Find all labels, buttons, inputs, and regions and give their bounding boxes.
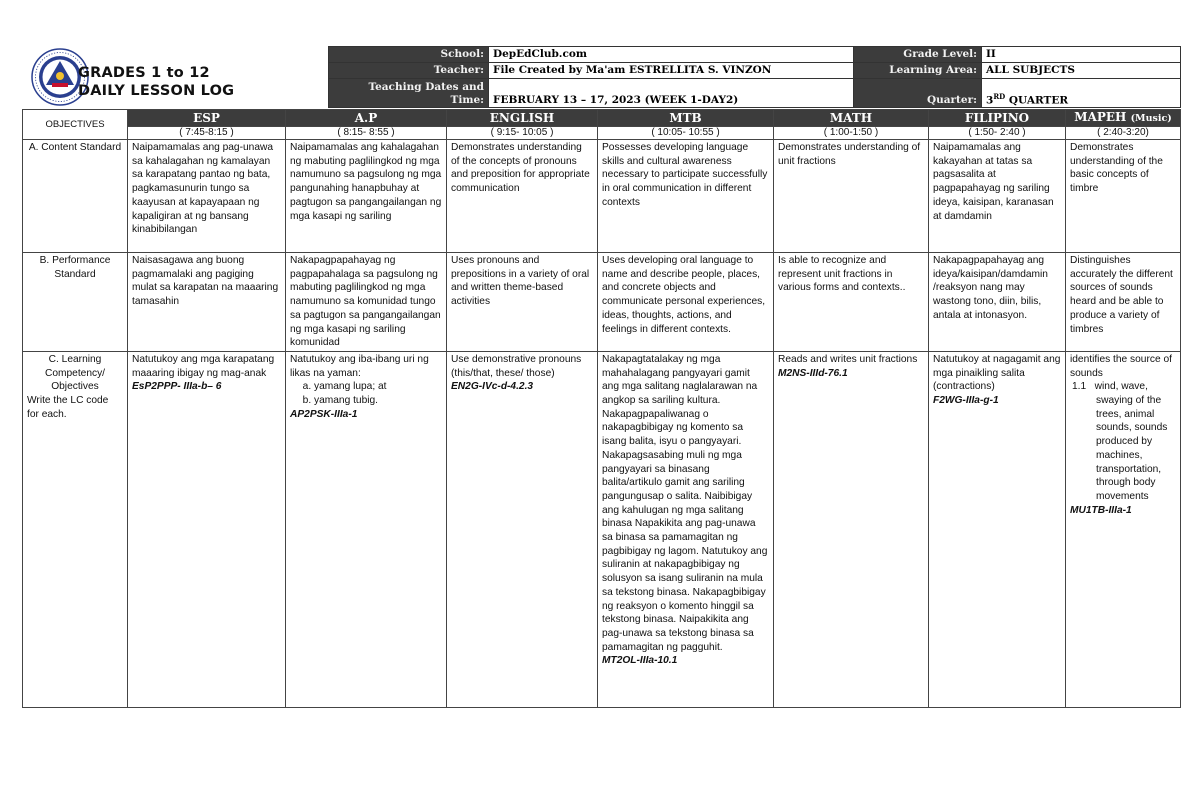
competency-ap-item-a: a. yamang lupa; at bbox=[314, 380, 442, 394]
quarter-number: 3 bbox=[986, 94, 994, 106]
competency-mapeh bbox=[1066, 351, 1181, 707]
subject-filipino: FILIPINO bbox=[929, 110, 1066, 127]
competency-english-text: Use demonstrative pronouns (this/that, these/ those) bbox=[451, 353, 582, 379]
competency-math bbox=[774, 351, 929, 707]
school-label: School: bbox=[329, 47, 489, 63]
grade-label: Grade Level: bbox=[854, 47, 982, 63]
time-mapeh: ( 2:40-3:20) bbox=[1066, 127, 1181, 140]
competency-mapeh-code: MU1TB-IIIa-1 bbox=[1070, 504, 1132, 516]
header bbox=[22, 45, 1180, 109]
school-value: DepEdClub.com bbox=[489, 47, 854, 63]
competency-label-2: Competency/ bbox=[44, 367, 106, 379]
title-line-1: GRADES 1 to 12 bbox=[78, 65, 210, 81]
quarter-value bbox=[982, 79, 1181, 108]
competency-esp bbox=[128, 351, 286, 707]
content-esp: Naipamamalas ang pag-unawa sa kahalagahan ng kamalayan sa karapatang pantao ng bata, pagkamasunurin tungo sa kaayusan at kapayapaan ng kapaligiran at ng bansang kinabibilangan bbox=[128, 140, 286, 253]
performance-esp: Naisasagawa ang buong pagmamalaki ang pagiging mulat sa karapatan na maaaring tamasahin bbox=[128, 253, 286, 352]
competency-label-3: Objectives bbox=[51, 381, 99, 393]
subject-math: MATH bbox=[774, 110, 929, 127]
quarter-word: QUARTER bbox=[1008, 94, 1069, 106]
competency-ap bbox=[286, 351, 447, 707]
page-title bbox=[78, 64, 234, 100]
competency-ap-code: AP2PSK-IIIa-1 bbox=[290, 408, 358, 420]
competency-mtb bbox=[598, 351, 774, 707]
competency-label-note: Write the LC code for each. bbox=[27, 395, 109, 420]
performance-ap: Nakapagpapahayag ng pagpapahalaga sa pagsulong ng mabuting paglilingkod ng mga namumuno sa komunidad tungo sa pagtugon sa pangangailangan ng mga kasapi ng sariling komunidad bbox=[286, 253, 447, 352]
dates-label: Teaching Dates and Time: bbox=[329, 79, 489, 108]
competency-filipino-text: Natutukoy at nagagamit ang mga pinaikling salita (contractions) bbox=[933, 353, 1061, 393]
area-value: ALL SUBJECTS bbox=[982, 63, 1181, 79]
performance-mtb: Uses developing oral language to name and describe people, places, and concrete objects and communicate personal experiences, ideas, thoughts, actions, and feelings in different contexts. bbox=[598, 253, 774, 352]
time-esp: ( 7:45-8:15 ) bbox=[128, 127, 286, 140]
competency-mapeh-text: identifies the source of sounds bbox=[1070, 353, 1172, 379]
row-label-performance-standard: B. Performance Standard bbox=[23, 253, 128, 352]
performance-filipino: Nakapagpapahayag ang ideya/kaisipan/damdamin /reaksyon nang may wastong tono, diin, bilis, antala at intonasyon. bbox=[929, 253, 1066, 352]
performance-math: Is able to recognize and represent unit fractions in various forms and contexts.. bbox=[774, 253, 929, 352]
competency-mtb-text: Nakapagtatalakay ng mga mahahalagang pangyayari gamit ang mga salitang naglalarawan na angkop sa sariling kultura. Nakapagpapaliwanag o nakapagbibigay ng komento sa isang balita, isyu o pangyayari. Nakapagsasabing muli ng mga pangyayari sa binasang balita/artikulo gamit ang sariling pangungusap o salita. Naibibigay ang kahulugan ng mga salitang binasa Napakikita ang pag-unawa sa binasa sa pamamagitan ng pagbibigay ng lagom. Natutukoy ang suliranin at nakapagbibigay ng solusyon sa isang suliranin na mula sa tekstong binasa. Nakapagbibigay ng reaksyon o komento hinggil sa tekstong binasa. Naipakikita ang pag-unawa sa tekstong binasa sa pamamagitan ng pagguhit. bbox=[602, 353, 768, 653]
competency-mapeh-item bbox=[1072, 380, 1176, 503]
competency-label-1: C. Learning bbox=[48, 353, 102, 365]
content-mtb: Possesses developing language skills and cultural awareness necessary to participate successfully in oral communication in different contexts bbox=[598, 140, 774, 253]
competency-ap-item-b: b. yamang tubig. bbox=[314, 394, 442, 408]
objectives-header: OBJECTIVES bbox=[23, 110, 128, 140]
dates-value: FEBRUARY 13 – 17, 2023 (WEEK 1-DAY2) bbox=[489, 79, 854, 108]
teacher-value: File Created by Ma'am ESTRELLITA S. VINZON bbox=[489, 63, 854, 79]
competency-math-code: M2NS-IIId-76.1 bbox=[778, 367, 848, 379]
content-mapeh: Demonstrates understanding of the basic concepts of timbre bbox=[1066, 140, 1181, 253]
content-filipino: Naipamamalas ang kakayahan at tatas sa pagsasalita at pagpapahayag ng sariling ideya, kaisipan, karanasan at damdamin bbox=[929, 140, 1066, 253]
competency-esp-code: EsP2PPP- IIIa-b– 6 bbox=[132, 381, 222, 393]
subject-mapeh-suffix: (Music) bbox=[1130, 113, 1172, 124]
time-math: ( 1:00-1:50 ) bbox=[774, 127, 929, 140]
quarter-suffix: RD bbox=[993, 91, 1006, 101]
row-label-content-standard: A. Content Standard bbox=[23, 140, 128, 253]
title-line-2: DAILY LESSON LOG bbox=[78, 83, 235, 99]
competency-english-code: EN2G-IVc-d-4.2.3 bbox=[451, 381, 534, 393]
performance-mapeh: Distinguishes accurately the different sources of sounds heard and be able to produce a variety of timbres bbox=[1066, 253, 1181, 352]
subject-ap: A.P bbox=[286, 110, 447, 127]
competency-esp-text: Natutukoy ang mga karapatang maaaring ibigay ng mag-anak bbox=[132, 353, 275, 379]
competency-mapeh-item-text: wind, wave, swaying of the trees, animal sounds, sounds produced by machines, transportation, through body movements bbox=[1094, 381, 1168, 502]
time-mtb: ( 10:05- 10:55 ) bbox=[598, 127, 774, 140]
time-ap: ( 8:15- 8:55 ) bbox=[286, 127, 447, 140]
subject-esp: ESP bbox=[128, 110, 286, 127]
quarter-label: Quarter: bbox=[854, 79, 982, 108]
time-filipino: ( 1:50- 2:40 ) bbox=[929, 127, 1066, 140]
competency-filipino-code: F2WG-IIIa-g-1 bbox=[933, 395, 999, 407]
subject-english: ENGLISH bbox=[447, 110, 598, 127]
subject-mapeh bbox=[1066, 110, 1181, 127]
subject-mtb: MTB bbox=[598, 110, 774, 127]
competency-filipino bbox=[929, 351, 1066, 707]
info-table bbox=[328, 46, 1181, 108]
competency-math-text: Reads and writes unit fractions bbox=[778, 353, 918, 365]
competency-ap-list bbox=[290, 380, 442, 407]
competency-english bbox=[447, 351, 598, 707]
daily-lesson-log bbox=[22, 45, 1180, 667]
area-label: Learning Area: bbox=[854, 63, 982, 79]
competency-mapeh-item-number: 1.1 bbox=[1072, 381, 1087, 393]
row-label-learning-competency bbox=[23, 351, 128, 707]
competency-mapeh-list bbox=[1070, 380, 1176, 503]
content-ap: Naipamamalas ang kahalagahan ng mabuting paglilingkod ng mga namumuno sa pagsulong ng mga pangunahing hanapbuhay at pagtugon sa pangangailangan ng mga kasapi ng sariling bbox=[286, 140, 447, 253]
competency-mtb-code: MT2OL-IIIa-10.1 bbox=[602, 655, 678, 667]
time-english: ( 9:15- 10:05 ) bbox=[447, 127, 598, 140]
content-english: Demonstrates understanding of the concepts of pronouns and preposition for appropriate communication bbox=[447, 140, 598, 253]
lesson-grid bbox=[22, 109, 1181, 708]
teacher-label: Teacher: bbox=[329, 63, 489, 79]
content-math: Demonstrates understanding of unit fractions bbox=[774, 140, 929, 253]
performance-english: Uses pronouns and prepositions in a variety of oral and written theme-based activities bbox=[447, 253, 598, 352]
competency-ap-text: Natutukoy ang iba-ibang uri ng likas na yaman: bbox=[290, 353, 429, 379]
grade-value: II bbox=[982, 47, 1181, 63]
subject-mapeh-name: MAPEH bbox=[1074, 110, 1127, 124]
